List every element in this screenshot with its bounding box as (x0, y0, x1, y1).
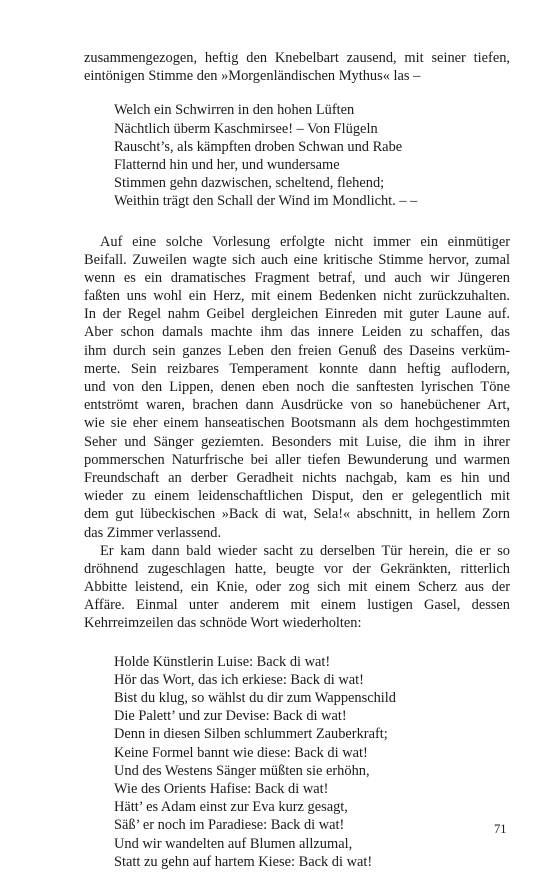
poem-line: Keine Formel bannt wie diese: Back di wat! (114, 744, 368, 761)
poem-line: Und des Westens Sänger müßten sie erhöhn, (114, 762, 370, 779)
text-line: Aber schon damals machte ihm das innere Leiden zu schaffen, das (84, 324, 510, 341)
poem-line: Denn in diesen Silben schlummert Zauberkraft; (114, 726, 388, 743)
text-line: dröhnend zugeschlagen hatte, beugte vor der Gekränkten, ritterlich (84, 560, 510, 577)
poem-line: Welch ein Schwirren in den hohen Lüften (114, 102, 355, 119)
text-line: Auf eine solche Vorlesung erfolgte nicht immer ein einmütiger (100, 233, 510, 250)
text-line: In der Regel nahm Geibel dergleichen Einreden mit guter Laune auf. (84, 306, 510, 323)
spacer (84, 211, 510, 233)
poem-morgenlaendischer-mythus (84, 101, 510, 210)
poem-line: Die Palett’ und zur Devise: Back di wat! (114, 708, 347, 725)
spacer (84, 85, 510, 101)
text-line: dem gut lübeckischen »Back di wat, Sela!« abschnitt, in hellem Zorn (84, 506, 510, 523)
poem-gasel (84, 653, 510, 871)
poem-line: Wie des Orients Hafise: Back di wat! (114, 780, 329, 797)
poem-line: Bist du klug, so wählst du dir zum Wappenschild (114, 690, 396, 706)
paragraph-gasel-intro (84, 542, 510, 633)
poem-line: Weithin trägt den Schall der Wind im Mondlicht. – – (114, 193, 418, 210)
page-text (84, 49, 510, 871)
text-line: Beifall. Zuweilen wagte sich auch eine kritische Stimme hervor, zumal (84, 251, 510, 268)
poem-line: Hör das Wort, das ich erkiese: Back di wat! (114, 671, 364, 688)
poem-line: Rauscht’s, als kämpften droben Schwan und Rabe (114, 138, 403, 155)
page-number: 71 (494, 822, 507, 836)
text-line: Freundschaft an derber Geradheit nichts nachgab, kam es hin und (84, 469, 510, 486)
poem-line: Holde Künstlerin Luise: Back di wat! (114, 653, 331, 670)
paragraph-vorlesung (84, 233, 510, 542)
poem-line: Nächtlich überm Kaschmirsee! – Von Flügeln (114, 120, 378, 137)
text-line: und von den Lippen, denen eben noch die sanftesten lyrischen Töne (84, 379, 510, 395)
intro-paragraph (84, 49, 510, 85)
text-line: eintönigen Stimme den »Morgenländischen Mythus« las – (84, 68, 421, 85)
text-line: wenn es ein dramatisches Fragment betraf, und auch wir Jüngeren (84, 269, 510, 286)
poem-line: Und wir wandelten auf Blumen allzumal, (114, 835, 353, 852)
text-line: merte. Sein reizbares Temperament konnte dann heftig auflodern, (84, 360, 510, 377)
text-line: Affäre. Einmal unter anderem mit einem lustigen Gasel, dessen (84, 597, 510, 614)
text-line: faßten uns wohl ein Herz, mit einem Bedenken nicht zurückzuhalten. (84, 288, 510, 305)
text-line: Abbitte leistend, ein Knie, oder zog sich mit einem Scherz aus der (84, 579, 510, 596)
text-line: wie sie eher einem hanseatischen Bootsmann als dem hochgestimmten (84, 415, 510, 432)
poem-line: Stimmen gehn dazwischen, scheltend, flehend; (114, 175, 385, 192)
text-line: Seher und Sänger geziemten. Besonders mit Luise, die ihm in ihrer (84, 433, 510, 450)
text-line: pommerschen Naturfrische bei aller tiefen Bewunderung und warmen (84, 451, 510, 468)
poem-line: Statt zu gehn auf hartem Kiese: Back di wat! (114, 853, 373, 870)
text-line: zusammengezogen, heftig den Knebelbart zausend, mit seiner tiefen, (84, 50, 510, 66)
text-line: wieder zu einem leidenschaftlichen Disput, den er gelegentlich mit (84, 488, 510, 505)
text-line: ihm durch sein ganzes Leben den freien Genuß des Daseins verküm- (84, 342, 510, 359)
text-line: Kehrreimzeilen das schnöde Wort wiederholten: (84, 615, 362, 632)
poem-line: Flatternd hin und her, und wundersame (114, 156, 340, 173)
text-line: das Zimmer verlassend. (84, 524, 222, 541)
poem-line: Hätt’ es Adam einst zur Eva kurz gesagt, (114, 799, 348, 816)
text-line: entströmt waren, brachen dann Ausdrücke von so hanebüchener Art, (84, 397, 510, 414)
spacer (84, 633, 510, 653)
poem-line: Säß’ er noch im Paradiese: Back di wat! (114, 817, 345, 834)
text-line: Er kam dann bald wieder sacht zu derselben Tür herein, die er so (100, 542, 510, 559)
